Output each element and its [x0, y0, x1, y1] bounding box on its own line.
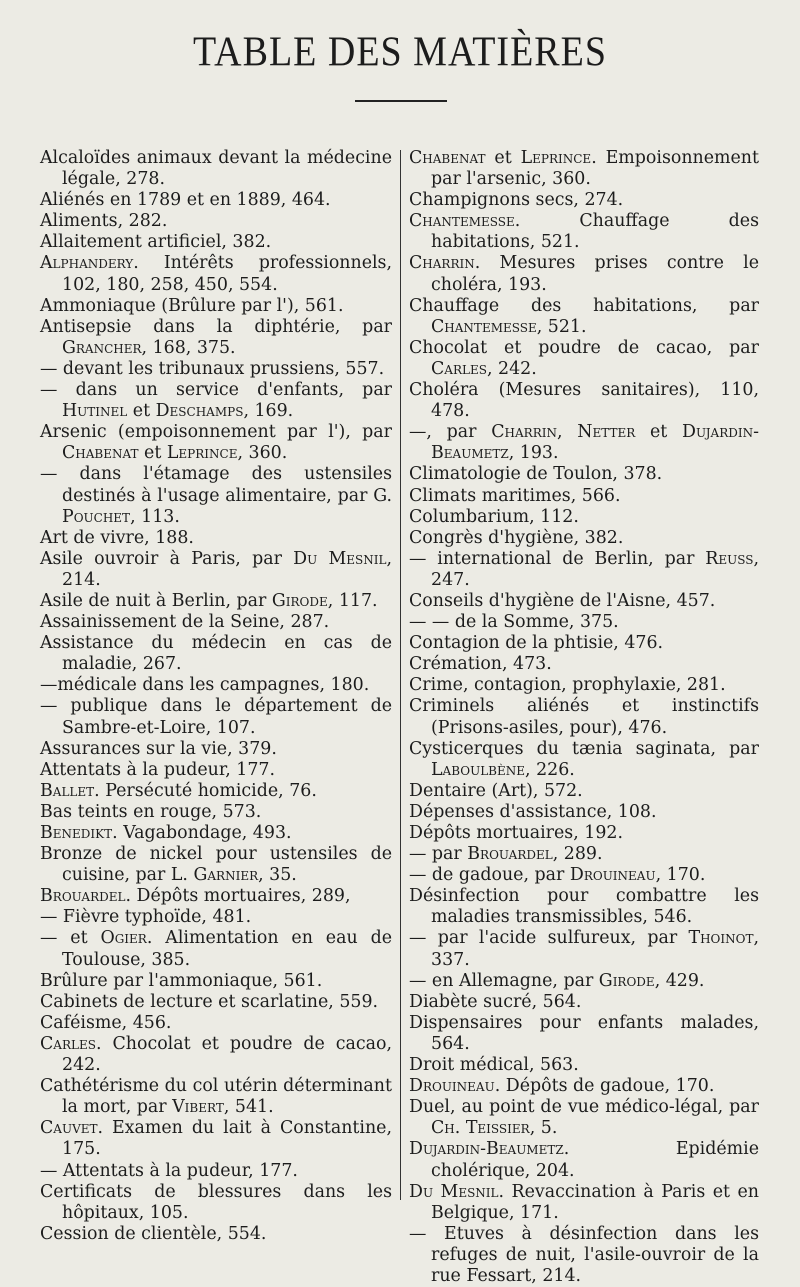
- author-name: Charrin: [409, 253, 475, 274]
- index-entry: [40, 1161, 392, 1182]
- entry-text: — dans un service d'enfants, par: [40, 380, 392, 401]
- entry-text: Asile de nuit à Berlin, par: [40, 590, 272, 611]
- author-name: Benedikt: [40, 823, 113, 843]
- entry-text: Arsenic (empoisonnement par l'), par: [40, 422, 392, 443]
- entry-text: — Attentats à la pudeur, 177.: [40, 1160, 298, 1181]
- entry-text: Choléra (Mesures sanitaires), 110, 478.: [409, 380, 759, 422]
- entry-text: Duel, au point de vue médico-légal, par: [409, 1097, 759, 1118]
- index-entry: [409, 802, 759, 823]
- author-name: Cauvet: [40, 1118, 98, 1139]
- author-name: Grancher: [62, 337, 142, 358]
- entry-text: , 521.: [536, 316, 587, 337]
- entry-text: Chauffage des habitations, par: [409, 295, 759, 316]
- author-name: Dujardin-Beaumetz: [431, 422, 759, 464]
- index-entry: [409, 654, 759, 675]
- index-entry: [40, 1182, 392, 1224]
- index-entry: [409, 528, 759, 549]
- index-entry: [409, 549, 759, 591]
- entry-text: . Chocolat et poudre de cacao, 242.: [62, 1033, 392, 1076]
- entry-text: . Examen du lait à Constantine, 175.: [62, 1118, 392, 1160]
- entry-text: , 5.: [529, 1118, 558, 1139]
- entry-text: Caféisme, 456.: [40, 1012, 172, 1033]
- entry-text: Climatologie de Toulon, 378.: [409, 464, 663, 485]
- index-entry: [40, 886, 392, 907]
- author-name: Chantemesse: [409, 211, 515, 232]
- author-name: Chabenat: [409, 148, 486, 168]
- entry-text: ,: [556, 422, 578, 443]
- author-name: Leprince: [520, 148, 592, 168]
- entry-text: Champignons secs, 274.: [409, 190, 624, 211]
- index-entry: [409, 486, 759, 507]
- index-entry: [40, 211, 392, 232]
- entry-text: et: [127, 401, 156, 422]
- author-name: Brouardel: [467, 844, 553, 865]
- author-name: Girode: [271, 590, 328, 611]
- right-column: [409, 148, 759, 1287]
- entry-text: — Etuves à désinfection dans les refuges de nuit, l'asile-ouvroir de la rue Fessart, 214.: [409, 1223, 759, 1286]
- author-name: Deschamps: [155, 401, 244, 422]
- author-name: Carles: [40, 1033, 96, 1054]
- entry-text: Conseils d'hygiène de l'Aisne, 457.: [409, 590, 716, 611]
- entry-text: Attentats à la pudeur, 177.: [40, 759, 276, 780]
- index-entry: [409, 992, 759, 1013]
- entry-text: , 169.: [243, 401, 294, 422]
- entry-text: . Dépôts mortuaires, 289,: [125, 886, 351, 907]
- index-entry: [409, 612, 759, 633]
- entry-text: Bronze de nickel pour ustensiles de cuisine, par L.: [40, 844, 392, 886]
- index-entry: [40, 633, 392, 675]
- entry-text: , 170.: [655, 865, 706, 886]
- entry-text: Antisepsie dans la diphtérie, par: [40, 316, 392, 337]
- index-entry: [40, 549, 392, 591]
- entry-text: , 226.: [525, 759, 575, 780]
- entry-text: . Chauffage des habitations, 521.: [431, 211, 759, 253]
- index-entry: [40, 823, 392, 844]
- index-entry: [409, 1076, 759, 1097]
- entry-text: , 193.: [508, 443, 559, 464]
- entry-text: Dépôts mortuaires, 192.: [409, 823, 623, 843]
- author-name: Netter: [577, 422, 636, 443]
- index-entry: [40, 971, 392, 992]
- entry-text: , 247.: [431, 548, 759, 590]
- page-title: TABLE DES MATIÈRES: [193, 28, 607, 76]
- index-entry: [409, 253, 759, 295]
- entry-text: Assainissement de la Seine, 287.: [40, 612, 330, 633]
- author-name: Dujardin-Beaumetz: [409, 1139, 564, 1160]
- index-entry: [40, 844, 392, 886]
- entry-text: Allaitement artificiel, 382.: [40, 232, 272, 253]
- entry-text: — dans l'étamage des ustensiles destinés à l'usage alimentaire, par G.: [40, 464, 392, 506]
- entry-text: Brûlure par l'ammoniaque, 561.: [40, 970, 323, 991]
- entry-text: . Mesures prises contre le choléra, 193.: [431, 253, 759, 295]
- index-entry: [409, 211, 759, 253]
- entry-text: — par: [409, 844, 468, 865]
- index-entry: [40, 907, 392, 928]
- entry-text: Assistance du médecin en cas de maladie, 267.: [40, 633, 392, 675]
- entry-text: . Alimentation en eau de Toulouse, 385.: [62, 928, 392, 970]
- index-entry: [409, 865, 759, 886]
- index-entry: [40, 1118, 392, 1160]
- author-name: Pouchet: [62, 506, 131, 527]
- index-entry: [40, 148, 392, 190]
- entry-text: Columbarium, 112.: [409, 506, 579, 527]
- index-entry: [409, 823, 759, 844]
- index-entry: [40, 359, 392, 380]
- index-entry: [409, 380, 759, 422]
- index-entry: [40, 296, 392, 317]
- index-entry: [409, 696, 759, 738]
- entry-text: , 360.: [237, 443, 288, 464]
- index-entry: [40, 1224, 392, 1245]
- index-entry: [40, 760, 392, 781]
- index-entry: [409, 591, 759, 612]
- index-entry: [409, 928, 759, 970]
- entry-text: Criminels aliénés et instinctifs (Prisons-asiles, pour), 476.: [409, 696, 759, 738]
- entry-text: — devant les tribunaux prussiens, 557.: [40, 358, 385, 379]
- index-entry: [40, 591, 392, 612]
- entry-text: . Vagabondage, 493.: [112, 823, 292, 843]
- index-entry: [40, 675, 392, 696]
- index-entry: [40, 528, 392, 549]
- entry-text: Ammoniaque (Brûlure par l'), 561.: [40, 295, 344, 316]
- entry-text: , 337.: [431, 928, 759, 970]
- index-entry: [40, 422, 392, 464]
- index-entry: [409, 886, 759, 928]
- author-name: Drouineau: [409, 1076, 495, 1097]
- author-name: Reuss: [705, 548, 754, 569]
- index-entry: [40, 1034, 392, 1076]
- entry-text: Certificats de blessures dans les hôpitaux, 105.: [40, 1181, 392, 1223]
- author-name: Chabenat: [62, 443, 139, 464]
- entry-text: — Fièvre typhoïde, 481.: [40, 907, 252, 928]
- author-name: Brouardel: [40, 886, 126, 907]
- author-name: Carles: [431, 358, 487, 379]
- index-entry: [40, 992, 392, 1013]
- index-entry: [40, 739, 392, 760]
- entry-text: —médicale dans les campagnes, 180.: [40, 675, 370, 696]
- index-entry: [409, 1182, 759, 1224]
- entry-text: Aliments, 282.: [40, 211, 168, 232]
- index-entry: [40, 928, 392, 970]
- entry-text: Congrès d'hygiène, 382.: [409, 527, 624, 548]
- entry-text: et: [635, 422, 683, 443]
- entry-text: Droit médical, 563.: [409, 1055, 579, 1076]
- author-name: Garnier: [193, 865, 259, 886]
- author-name: Drouineau: [569, 865, 656, 886]
- entry-text: Cathétérisme du col utérin déterminant la mort, par: [40, 1076, 392, 1118]
- entry-text: Aliénés en 1789 et en 1889, 464.: [40, 190, 331, 211]
- author-name: Chantemesse: [431, 316, 537, 337]
- index-entry: [40, 464, 392, 527]
- entry-text: , 541.: [223, 1097, 274, 1118]
- entry-text: Diabète sucré, 564.: [409, 991, 582, 1012]
- author-name: Hutinel: [62, 401, 128, 422]
- entry-text: Contagion de la phtisie, 476.: [409, 633, 664, 654]
- author-name: Leprince: [166, 443, 238, 464]
- entry-text: , 35.: [258, 865, 297, 886]
- entry-text: Climats maritimes, 566.: [409, 485, 621, 506]
- entry-text: Dispensaires pour enfants malades, 564.: [409, 1012, 759, 1054]
- author-name: Du Mesnil: [293, 548, 387, 569]
- author-name: Ballet: [40, 780, 95, 801]
- entry-text: . Epidémie cholérique, 204.: [431, 1139, 759, 1181]
- index-entry: [40, 1013, 392, 1034]
- entry-text: . Revaccination à Paris et en Belgique, 171.: [431, 1181, 759, 1223]
- entry-text: , 242.: [486, 358, 537, 379]
- column-divider: [400, 150, 401, 1200]
- entry-text: Asile ouvroir à Paris, par: [40, 548, 294, 569]
- index-entry: [409, 422, 759, 464]
- entry-text: Bas teints en rouge, 573.: [40, 801, 262, 822]
- entry-text: , 429.: [654, 970, 705, 991]
- entry-text: Crémation, 473.: [409, 654, 552, 675]
- entry-text: Alcaloïdes animaux devant la médecine légale, 278.: [40, 148, 392, 190]
- entry-text: — — de la Somme, 375.: [409, 612, 619, 633]
- entry-text: . Dépôts de gadoue, 170.: [494, 1076, 715, 1097]
- index-entry: [40, 190, 392, 211]
- index-entry: [40, 232, 392, 253]
- entry-text: Cabinets de lecture et scarlatine, 559.: [40, 991, 379, 1012]
- index-entry: [409, 1139, 759, 1181]
- entry-text: , 289.: [552, 844, 603, 865]
- index-entry: [40, 802, 392, 823]
- entry-text: Chocolat et poudre de cacao, par: [409, 337, 759, 358]
- index-entry: [40, 781, 392, 802]
- index-entry: [409, 338, 759, 380]
- author-name: Ch. Teissier: [431, 1118, 530, 1139]
- entry-text: . Persécuté homicide, 76.: [94, 780, 317, 801]
- entry-text: — de gadoue, par: [409, 865, 570, 886]
- entry-text: , 117.: [327, 590, 378, 611]
- index-entry: [409, 148, 759, 190]
- index-entry: [40, 612, 392, 633]
- entry-text: —, par: [409, 422, 492, 443]
- index-entry: [409, 1097, 759, 1139]
- entry-text: et: [138, 443, 167, 464]
- left-column: [40, 148, 392, 1245]
- author-name: Thoinot: [688, 928, 754, 949]
- index-entry: [409, 464, 759, 485]
- entry-text: — international de Berlin, par: [409, 548, 706, 569]
- author-name: Vibert: [172, 1097, 224, 1118]
- index-entry: [409, 1055, 759, 1076]
- entry-text: , 168, 375.: [141, 337, 236, 358]
- index-entry: [409, 190, 759, 211]
- entry-text: Dentaire (Art), 572.: [409, 780, 583, 801]
- entry-text: Crime, contagion, prophylaxie, 281.: [409, 675, 726, 696]
- author-name: Du Mesnil: [409, 1181, 499, 1202]
- author-name: Alphandery: [40, 253, 134, 274]
- entry-text: Cession de clientèle, 554.: [40, 1223, 267, 1244]
- index-entry: [409, 844, 759, 865]
- entry-text: — par l'acide sulfureux, par: [409, 928, 689, 949]
- index-entry: [40, 696, 392, 738]
- index-entry: [40, 1076, 392, 1118]
- index-entry: [409, 507, 759, 528]
- author-name: Charrin: [491, 422, 557, 443]
- index-entry: [409, 971, 759, 992]
- index-entry: [40, 253, 392, 295]
- index-entry: [409, 296, 759, 338]
- index-entry: [409, 781, 759, 802]
- entry-text: Art de vivre, 188.: [40, 527, 194, 548]
- author-name: Ogier: [100, 928, 147, 949]
- author-name: Laboulbène: [431, 759, 526, 780]
- entry-text: — publique dans le département de Sambre-et-Loire, 107.: [40, 696, 392, 738]
- index-entry: [40, 317, 392, 359]
- entry-text: — et: [40, 928, 101, 949]
- entry-text: , 113.: [130, 506, 180, 527]
- entry-text: et: [485, 148, 521, 168]
- index-entry: [409, 1013, 759, 1055]
- index-entry: [409, 739, 759, 781]
- entry-text: Dépenses d'assistance, 108.: [409, 801, 657, 822]
- entry-text: . Empoisonnement par l'arsenic, 360.: [431, 148, 760, 190]
- author-name: Girode: [598, 970, 655, 991]
- entry-text: — en Allemagne, par: [409, 970, 599, 991]
- entry-text: Assurances sur la vie, 379.: [40, 738, 277, 759]
- entry-text: Cysticerques du tænia saginata, par: [409, 738, 759, 759]
- index-entry: [40, 380, 392, 422]
- entry-text: Désinfection pour combattre les maladies transmissibles, 546.: [409, 886, 759, 928]
- index-entry: [409, 675, 759, 696]
- entry-text: , 214.: [62, 548, 392, 590]
- title-rule: [355, 100, 447, 102]
- index-entry: [409, 633, 759, 654]
- entry-text: . Intérêts professionnels, 102, 180, 258, 450, 554.: [62, 253, 392, 295]
